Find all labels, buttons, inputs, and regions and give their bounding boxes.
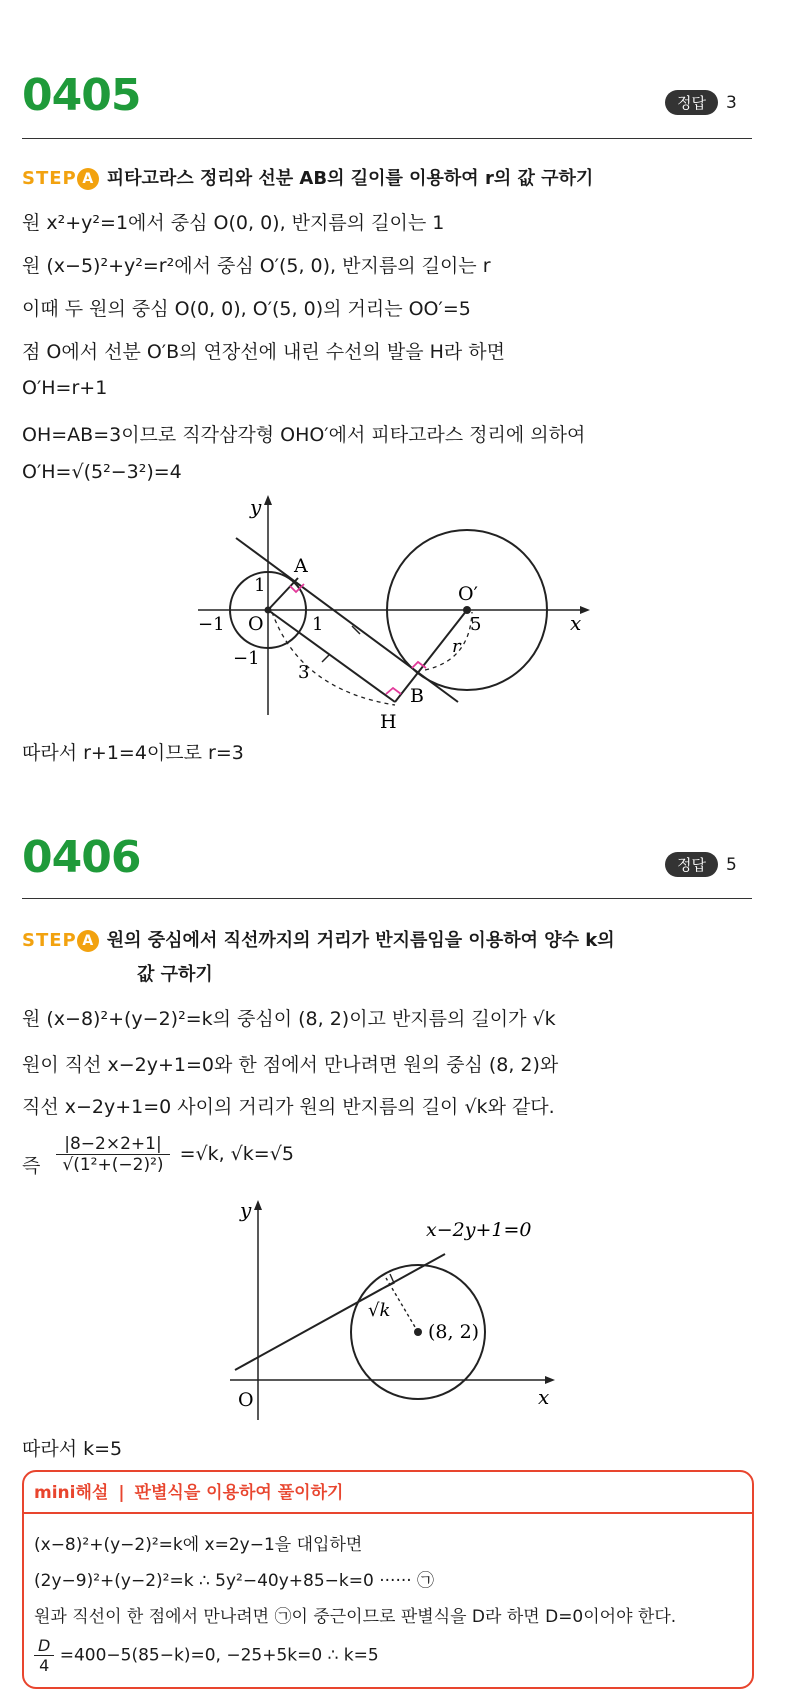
mini-line-1: (x−8)²+(y−2)²=k에 x=2y−1을 대입하면 — [34, 1535, 363, 1555]
label-neg1-y: −1 — [233, 648, 260, 669]
answer-label: 정답 — [665, 852, 718, 877]
segment-OH — [268, 610, 395, 702]
step-title: 피타고라스 정리와 선분 AB의 길이를 이용하여 r의 값 구하기 — [106, 168, 594, 189]
mini-line-3: 원과 직선이 한 점에서 만나려면 ㉠이 중근이므로 판별식을 D라 하면 D=0이어야 한다. — [34, 1607, 677, 1627]
figure-two-circles — [0, 0, 806, 740]
answer — [665, 852, 737, 877]
label-neg1-x: −1 — [198, 614, 225, 635]
radius — [386, 1278, 418, 1332]
label-x: x — [570, 611, 582, 635]
label-line: x−2y+1=0 — [426, 1219, 532, 1241]
solution-line-1: 원 x²+y²=1에서 중심 O(0, 0), 반지름의 길이는 1 — [22, 212, 445, 234]
label-r: r — [452, 636, 461, 657]
solution-line-1: 원 (x−8)²+(y−2)²=k의 중심이 (8, 2)이고 반지름의 길이가 √k — [22, 1008, 556, 1030]
mini-tag: mini해설 — [34, 1483, 109, 1503]
problem-number: 0406 — [22, 832, 141, 883]
problem-number: 0405 — [22, 70, 141, 121]
label-O: O — [238, 1389, 254, 1411]
fraction-numerator: |8−2×2+1| — [56, 1134, 169, 1155]
conclusion: 따라서 r+1=4이므로 r=3 — [22, 742, 244, 764]
label-sqrtk: √k — [368, 1300, 391, 1321]
label-y: y — [240, 1198, 252, 1222]
label-3: 3 — [298, 662, 310, 683]
solution-line-2: 원 (x−5)²+y²=r²에서 중심 O′(5, 0), 반지름의 길이는 r — [22, 255, 491, 277]
label-1-x: 1 — [312, 614, 324, 635]
answer-label: 정답 — [665, 90, 718, 115]
mini-divider — [22, 1512, 754, 1514]
solution-line-2: 원이 직선 x−2y+1=0와 한 점에서 만나려면 원의 중심 (8, 2)와 — [22, 1054, 559, 1076]
step-title: 원의 중심에서 직선까지의 거리가 반지름임을 이용하여 양수 k의 — [106, 930, 615, 951]
solution-line-5: O′H=r+1 — [22, 377, 108, 399]
solution-line-3: 이때 두 원의 중심 O(0, 0), O′(5, 0)의 거리는 OO′=5 — [22, 298, 471, 320]
step-tag: STEP — [22, 930, 77, 951]
label-x: x — [538, 1385, 550, 1409]
divider — [22, 898, 752, 899]
segment-OA — [268, 578, 298, 610]
fraction-prefix: 즉 — [22, 1155, 41, 1177]
x-axis-arrow — [580, 606, 590, 614]
label-H: H — [380, 711, 397, 733]
label-center: (8, 2) — [428, 1321, 480, 1343]
solution-line-4: 점 O에서 선분 O′B의 연장선에 내린 수선의 발을 H라 하면 — [22, 341, 505, 363]
step-tag: STEP — [22, 168, 77, 189]
label-A: A — [294, 555, 308, 577]
step-heading — [22, 926, 615, 952]
solution-line-7: O′H=√(5²−3²)=4 — [22, 461, 182, 483]
conclusion: 따라서 k=5 — [22, 1438, 123, 1460]
mini-frac-num: D — [34, 1636, 54, 1656]
label-y: y — [250, 495, 262, 519]
label-5: 5 — [470, 614, 482, 635]
label-1-y: 1 — [254, 575, 266, 596]
step-title-cont: 값 구하기 — [137, 964, 213, 985]
figure-circle-line — [0, 1180, 806, 1430]
label-B: B — [410, 685, 424, 707]
answer-value: 5 — [725, 855, 737, 875]
fraction-tail: =√k, √k=√5 — [179, 1143, 294, 1165]
mini-frac-den: 4 — [39, 1656, 50, 1675]
fraction-line — [22, 1134, 294, 1175]
arc-r — [425, 612, 472, 670]
mini-line-4 — [34, 1636, 379, 1675]
mini-line-2: (2y−9)²+(y−2)²=k ∴ 5y²−40y+85−k=0 ······ ㉠ — [34, 1571, 435, 1591]
tangent-line — [235, 1254, 445, 1370]
mini-line-4-text: =400−5(85−k)=0, −25+5k=0 ∴ k=5 — [59, 1645, 379, 1666]
label-O: O — [248, 613, 264, 635]
y-axis-arrow — [264, 495, 272, 505]
step-letter: A — [77, 930, 99, 952]
fraction-denominator: √(1²+(−2)²) — [62, 1155, 164, 1175]
answer-value: 3 — [725, 93, 737, 113]
common-tangent — [236, 538, 458, 702]
mini-title: 판별식을 이용하여 풀이하기 — [134, 1483, 344, 1503]
solution-line-6: OH=AB=3이므로 직각삼각형 OHO′에서 피타고라스 정리에 의하여 — [22, 424, 586, 446]
right-angle-H — [386, 688, 401, 694]
step-letter: A — [77, 168, 99, 190]
label-O-prime: O′ — [458, 583, 478, 605]
solution-line-3: 직선 x−2y+1=0 사이의 거리가 원의 반지름의 길이 √k와 같다. — [22, 1096, 555, 1118]
mini-heading: mini해설 | 판별식을 이용하여 풀이하기 — [34, 1483, 344, 1503]
